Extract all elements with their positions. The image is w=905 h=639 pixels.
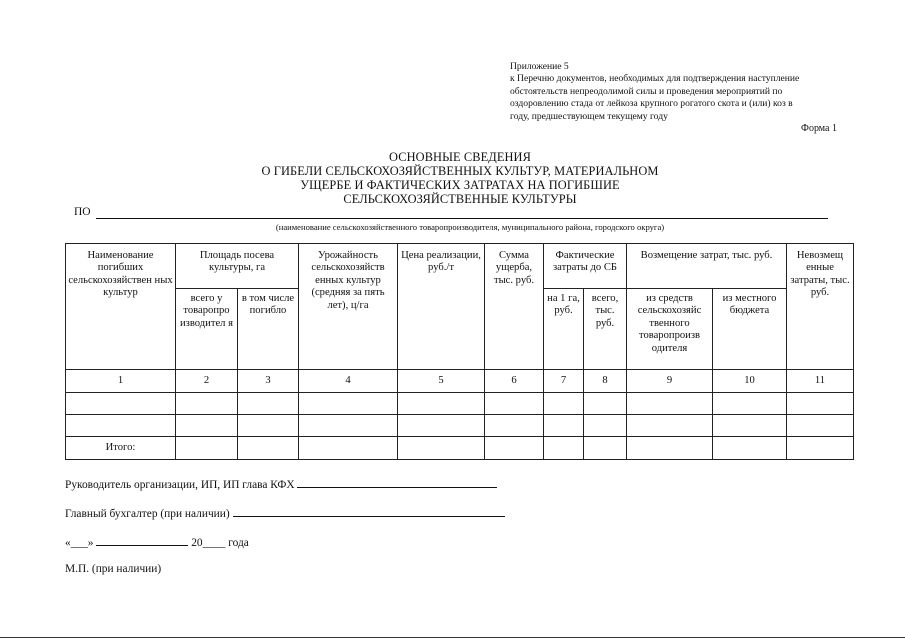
table-cell[interactable] — [238, 437, 299, 460]
po-underline[interactable] — [96, 218, 828, 219]
appendix-line: оздоровлению стада от лейкоза крупного рогатого скота и (или) коз в — [510, 98, 793, 110]
table-row — [66, 393, 854, 415]
table-cell[interactable] — [713, 415, 787, 437]
page-edge — [0, 637, 905, 638]
table-cell[interactable] — [299, 415, 398, 437]
table-cell[interactable] — [627, 437, 713, 460]
table-cell[interactable] — [713, 393, 787, 415]
title-line: О ГИБЕЛИ СЕЛЬСКОХОЗЯЙСТВЕННЫХ КУЛЬТУР, МАТЕРИАЛЬНОМ — [261, 164, 659, 178]
total-label: Итого: — [66, 437, 176, 460]
appendix-header — [510, 61, 850, 123]
title-line: СЕЛЬСКОХОЗЯЙСТВЕННЫЕ КУЛЬТУРЫ — [343, 192, 577, 206]
table-cell[interactable] — [627, 393, 713, 415]
table-cell[interactable] — [485, 393, 544, 415]
header-area-lost: в том числе погибло — [238, 289, 299, 370]
table-cell[interactable] — [398, 393, 485, 415]
table-cell[interactable] — [176, 415, 238, 437]
table-cell[interactable] — [238, 393, 299, 415]
accountant-signature-label: Главный бухгалтер (при наличии) — [65, 508, 230, 520]
column-number: 9 — [627, 370, 713, 393]
table-cell[interactable] — [713, 437, 787, 460]
header-costs-total: всего, тыс. руб. — [584, 289, 627, 370]
table-cell[interactable] — [544, 393, 584, 415]
column-number: 11 — [787, 370, 854, 393]
column-number: 10 — [713, 370, 787, 393]
header-area-total: всего у товаропро изводител я — [176, 289, 238, 370]
column-number: 8 — [584, 370, 627, 393]
header-compensation-group: Возмещение затрат, тыс. руб. — [627, 244, 787, 289]
table-cell[interactable] — [66, 393, 176, 415]
head-signature-field[interactable] — [297, 476, 497, 488]
po-label: ПО — [74, 206, 91, 218]
table-cell[interactable] — [544, 437, 584, 460]
date-month-field[interactable] — [96, 534, 188, 546]
table-cell[interactable] — [176, 393, 238, 415]
title-line: ОСНОВНЫЕ СВЕДЕНИЯ — [389, 150, 531, 164]
head-signature-label: Руководитель организации, ИП, ИП глава КФХ — [65, 479, 295, 491]
table-cell[interactable] — [485, 437, 544, 460]
header-yield: Урожайность сельскохозяйств енных культур (средняя за пять лет), ц/га — [299, 244, 398, 370]
date-year[interactable]: 20____ года — [191, 537, 249, 549]
table-cell[interactable] — [627, 415, 713, 437]
table-cell[interactable] — [299, 393, 398, 415]
table-cell[interactable] — [787, 415, 854, 437]
column-number: 6 — [485, 370, 544, 393]
column-number: 5 — [398, 370, 485, 393]
table-cell[interactable] — [398, 437, 485, 460]
appendix-line: обстоятельств непреодолимой силы и проведения мероприятий по — [510, 85, 783, 97]
table-cell[interactable] — [584, 437, 627, 460]
accountant-signature-field[interactable] — [233, 505, 505, 517]
column-number: 2 — [176, 370, 238, 393]
form-number: Форма 1 — [801, 123, 837, 134]
table-cell[interactable] — [66, 415, 176, 437]
table-cell[interactable] — [176, 437, 238, 460]
table-cell[interactable] — [544, 415, 584, 437]
header-area-group: Площадь посева культуры, га — [176, 244, 299, 289]
appendix-title: Приложение 5 — [510, 61, 569, 72]
table-cell[interactable] — [787, 437, 854, 460]
table-cell[interactable] — [584, 393, 627, 415]
column-number: 3 — [238, 370, 299, 393]
document-title — [180, 150, 740, 206]
po-hint: (наименование сельскохозяйственного товаропроизводителя, муниципального района, городского округа) — [275, 222, 665, 232]
header-costs-group: Фактические затраты до СБ — [544, 244, 627, 289]
header-unrecoverable: Невозмещ енные затраты, тыс. руб. — [787, 244, 854, 370]
table-cell[interactable] — [299, 437, 398, 460]
total-row — [66, 437, 854, 460]
date-day[interactable]: «___» — [65, 537, 94, 549]
column-number: 1 — [66, 370, 176, 393]
accountant-signature-line — [65, 505, 505, 520]
table-cell[interactable] — [787, 393, 854, 415]
appendix-line: к Перечню документов, необходимых для подтверждения наступление — [510, 73, 800, 85]
table-cell[interactable] — [584, 415, 627, 437]
header-damage: Сумма ущерба, тыс. руб. — [485, 244, 544, 370]
column-number-row — [66, 370, 854, 393]
column-number: 7 — [544, 370, 584, 393]
title-line: УЩЕРБЕ И ФАКТИЧЕСКИХ ЗАТРАТАХ НА ПОГИБШИЕ — [300, 178, 620, 192]
date-line — [65, 534, 249, 549]
header-comp-own: из средств сельскохозяйс твенного товаропроизв одителя — [627, 289, 713, 370]
table-cell[interactable] — [398, 415, 485, 437]
table-row — [66, 415, 854, 437]
header-crop-name: Наименование погибших сельскохозяйствен ных культур — [66, 244, 176, 370]
table-cell[interactable] — [485, 415, 544, 437]
table-cell[interactable] — [238, 415, 299, 437]
head-signature-line — [65, 476, 497, 491]
column-number: 4 — [299, 370, 398, 393]
stamp-label: М.П. (при наличии) — [65, 563, 162, 575]
appendix-line: году, предшествующем текущему году — [510, 110, 668, 122]
header-costs-per-ha: на 1 га, руб. — [544, 289, 584, 370]
header-price: Цена реализации, руб./т — [398, 244, 485, 370]
header-comp-local: из местного бюджета — [713, 289, 787, 370]
po-field[interactable] — [74, 206, 828, 220]
data-table — [65, 243, 854, 460]
